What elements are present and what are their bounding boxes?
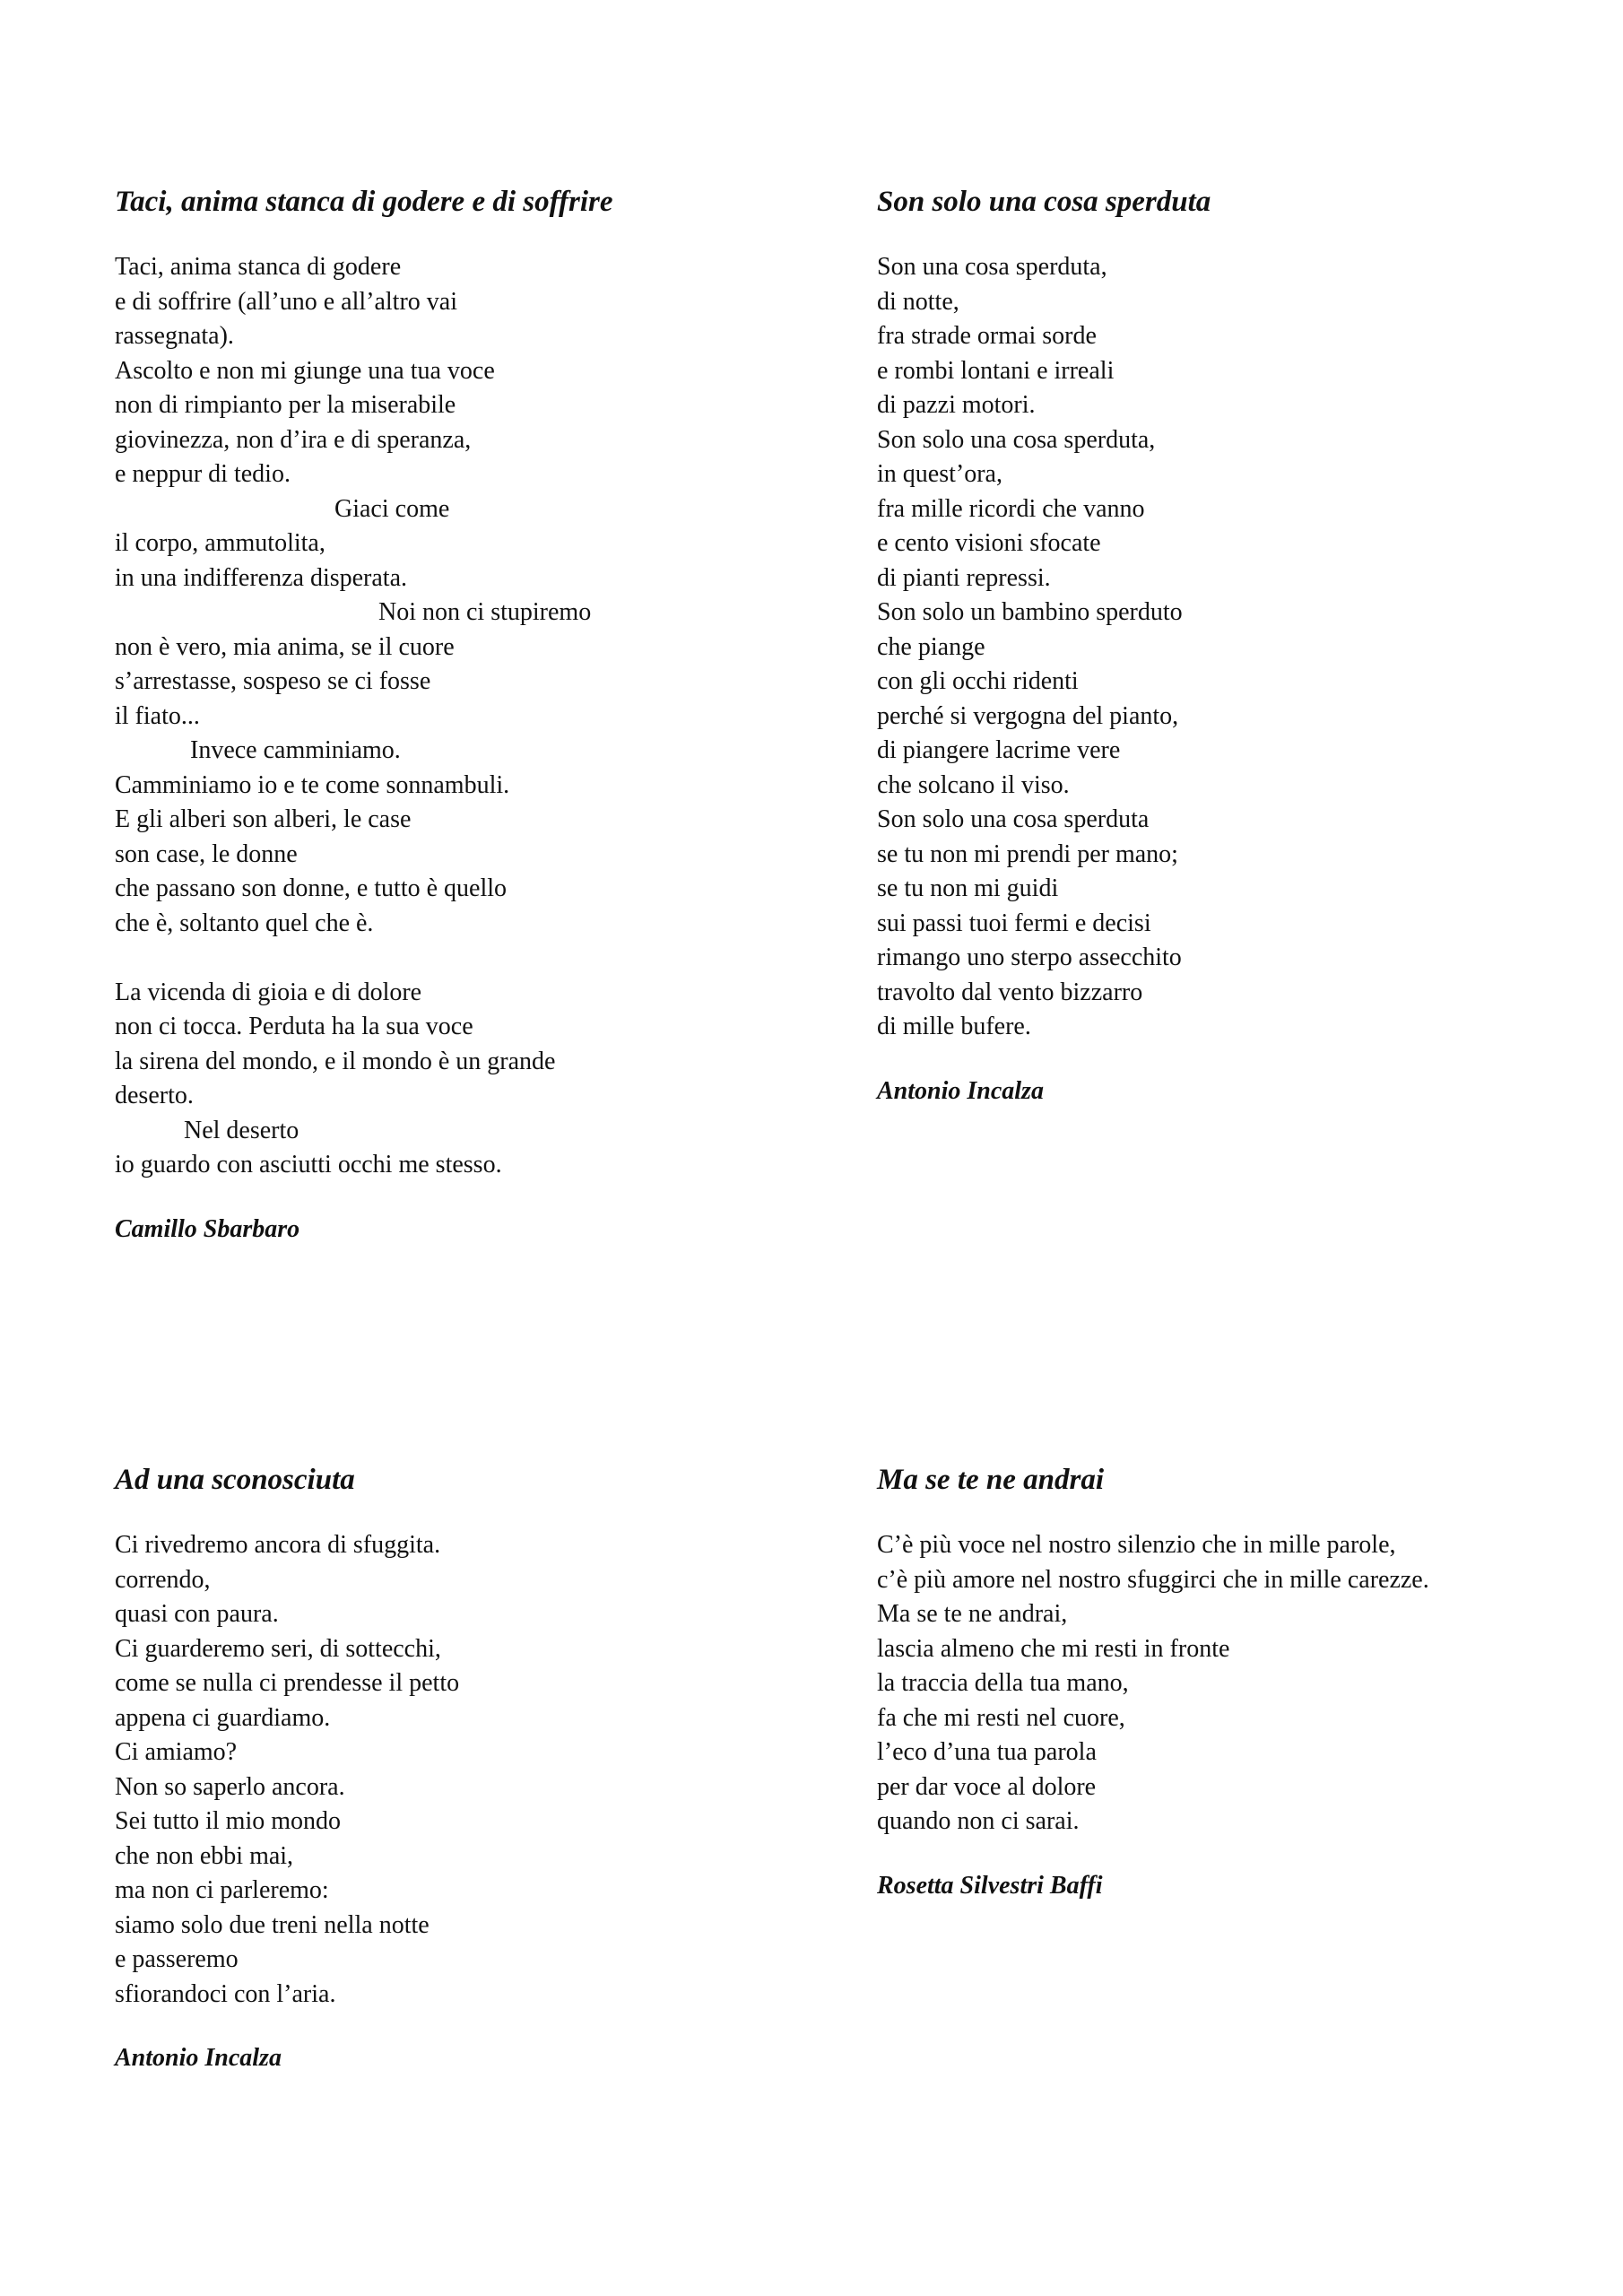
poem-line: in quest’ora, — [877, 460, 1002, 488]
poem-line: siamo solo due treni nella notte — [115, 1910, 430, 1939]
poem-line: Invece camminiamo. — [115, 736, 401, 764]
poem-line: Sei tutto il mio mondo — [115, 1807, 342, 1835]
poem-line: rassegnata). — [115, 322, 234, 350]
poem-body — [115, 250, 814, 1183]
poem-line: Camminiamo io e te come sonnambuli. — [115, 770, 510, 799]
poem-line: perché si vergogna del pianto, — [877, 701, 1179, 730]
poem-line: giovinezza, non d’ira e di speranza, — [115, 425, 472, 454]
poem-line: di pazzi motori. — [877, 391, 1036, 419]
poem-line: Ci amiamo? — [115, 1738, 238, 1766]
poem-line: deserto. — [115, 1082, 194, 1109]
stanza-break — [115, 941, 814, 976]
poem-line: non di rimpianto per la miserabile — [115, 391, 456, 419]
poem-title: Ma se te ne andrai — [877, 1464, 1105, 1496]
poem-line: come se nulla ci prendesse il petto — [115, 1669, 460, 1697]
poem-line: la sirena del mondo, e il mondo è un grande — [115, 1047, 556, 1075]
poem-line: per dar voce al dolore — [877, 1772, 1097, 1801]
poem-body — [877, 1528, 1594, 1839]
poem-line: son case, le donne — [115, 839, 298, 868]
poem-line: Ci rivedremo ancora di sfuggita. — [115, 1531, 441, 1559]
poem-author: Camillo Sbarbaro — [115, 1214, 300, 1243]
poem-line: correndo, — [115, 1565, 211, 1594]
poem-line: fa che mi resti nel cuore, — [877, 1703, 1125, 1732]
poem-line: e rombi lontani e irreali — [877, 356, 1115, 385]
poem-line: che piange — [877, 632, 985, 661]
poem-line: non ci tocca. Perduta ha la sua voce — [115, 1013, 473, 1040]
poem-title: Taci, anima stanca di godere e di soffrire — [115, 186, 613, 218]
poem-line: lascia almeno che mi resti in fronte — [877, 1634, 1230, 1663]
poem-line: se tu non mi guidi — [877, 874, 1059, 902]
poem-line: sui passi tuoi fermi e decisi — [877, 909, 1151, 937]
poem-line: che non ebbi mai, — [115, 1841, 294, 1870]
poem-line: e cento visioni sfocate — [877, 529, 1101, 557]
poem-line: travolto dal vento bizzarro — [877, 978, 1143, 1006]
poem-line: appena ci guardiamo. — [115, 1703, 331, 1732]
poem-line: di piangere lacrime vere — [877, 736, 1121, 764]
poem-line: Taci, anima stanca di godere — [115, 253, 402, 281]
poem-line: il corpo, ammutolita, — [115, 529, 325, 557]
poem-line: Ascolto e non mi giunge una tua voce — [115, 356, 495, 385]
poem-line: C’è più voce nel nostro silenzio che in mille parole, — [877, 1531, 1396, 1559]
poem-line: Ma se te ne andrai, — [877, 1600, 1068, 1628]
poem-line: Son solo un bambino sperduto — [877, 598, 1183, 626]
poem-line: fra mille ricordi che vanno — [877, 494, 1145, 523]
poem-line: di pianti repressi. — [877, 563, 1051, 592]
poem-line: fra strade ormai sorde — [877, 322, 1097, 350]
poem-line: La vicenda di gioia e di dolore — [115, 978, 422, 1006]
poem-line: se tu non mi prendi per mano; — [877, 839, 1178, 868]
poem-line: quando non ci sarai. — [877, 1807, 1080, 1835]
poem-line: in una indifferenza disperata. — [115, 563, 408, 592]
poem-line: di notte, — [877, 287, 959, 316]
poem-line: e passeremo — [115, 1945, 239, 1973]
poem-line: rimango uno sterpo assecchito — [877, 944, 1182, 971]
poem-author: Antonio Incalza — [877, 1076, 1044, 1105]
poem-line: Giaci come — [115, 494, 450, 523]
poem-ma-se-te-ne-andrai — [877, 1462, 1594, 1903]
poem-line: e di soffrire (all’uno e all’altro vai — [115, 287, 457, 316]
poem-line: sfiorandoci con l’aria. — [115, 1979, 336, 2008]
poem-line: Son solo una cosa sperduta, — [877, 425, 1156, 454]
poem-line: che è, soltanto quel che è. — [115, 909, 374, 937]
poem-line: Son solo una cosa sperduta — [877, 805, 1150, 833]
poem-body — [877, 250, 1576, 1045]
poem-line: la traccia della tua mano, — [877, 1669, 1129, 1697]
poem-line: Ci guarderemo seri, di sottecchi, — [115, 1634, 441, 1663]
poem-title: Son solo una cosa sperduta — [877, 186, 1211, 218]
poem-body — [115, 1528, 814, 2012]
poem-line: con gli occhi ridenti — [877, 667, 1079, 695]
poem-line: che solcano il viso. — [877, 770, 1070, 799]
poem-line: Noi non ci stupiremo — [115, 598, 592, 626]
poem-line: l’eco d’una tua parola — [877, 1738, 1097, 1766]
poem-author: Rosetta Silvestri Baffi — [877, 1871, 1103, 1900]
poem-line: Son una cosa sperduta, — [877, 253, 1107, 281]
poem-line: s’arrestasse, sospeso se ci fosse — [115, 667, 431, 695]
poem-line: Nel deserto — [115, 1116, 299, 1144]
poem-line: non è vero, mia anima, se il cuore — [115, 632, 455, 661]
poem-line: E gli alberi son alberi, le case — [115, 805, 412, 833]
poem-son-solo-una-cosa-sperduta — [877, 184, 1576, 1109]
poem-line: e neppur di tedio. — [115, 460, 291, 488]
poem-taci-anima-stanca — [115, 184, 814, 1247]
poem-line: il fiato... — [115, 701, 200, 730]
poem-title: Ad una sconosciuta — [115, 1464, 355, 1496]
poem-line: quasi con paura. — [115, 1600, 279, 1628]
poem-line: Non so saperlo ancora. — [115, 1772, 345, 1801]
poem-line: c’è più amore nel nostro sfuggirci che in mille carezze. — [877, 1565, 1429, 1594]
poem-line: ma non ci parleremo: — [115, 1876, 329, 1904]
poem-line: io guardo con asciutti occhi me stesso. — [115, 1151, 502, 1178]
poem-ad-una-sconosciuta — [115, 1462, 814, 2075]
poem-author: Antonio Incalza — [115, 2044, 282, 2072]
poem-line: di mille bufere. — [877, 1013, 1031, 1040]
poem-line: che passano son donne, e tutto è quello — [115, 874, 508, 902]
